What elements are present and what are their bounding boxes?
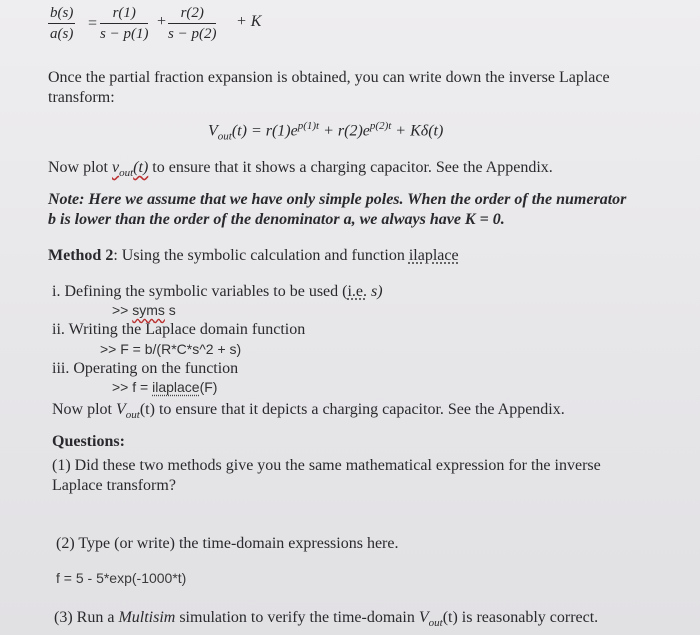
exponent: p(1)t bbox=[297, 120, 320, 132]
text-run: Now plot bbox=[48, 159, 112, 176]
text-run: Now plot bbox=[52, 401, 116, 418]
command-prefix: >> f = bbox=[112, 379, 153, 395]
fraction-term-1 bbox=[100, 4, 148, 43]
fraction-denominator: s − p(1) bbox=[100, 26, 149, 42]
syms-keyword: syms bbox=[132, 302, 165, 318]
vout-variable bbox=[112, 159, 149, 180]
text-run: s) bbox=[367, 283, 383, 300]
method-2-heading bbox=[48, 246, 459, 266]
command-suffix: (F) bbox=[199, 379, 218, 395]
fraction-b-over-a bbox=[48, 4, 75, 43]
step-iii: iii. Operating on the function bbox=[52, 360, 239, 377]
answer-expression: f = 5 - 5*exp(-1000*t) bbox=[56, 570, 187, 586]
vout-args: (t) bbox=[133, 159, 149, 176]
text-run: simulation to verify the time-domain bbox=[175, 609, 419, 626]
multisim-tool: Multisim bbox=[118, 609, 176, 626]
equation-part: + Kδ(t) bbox=[391, 122, 444, 140]
question-3 bbox=[54, 608, 598, 633]
note-line: Note: Here we assume that we have only simple poles. When the order of the numerator bbox=[48, 191, 627, 208]
fraction-denominator: a(s) bbox=[50, 26, 74, 42]
fraction-numerator: r(1) bbox=[100, 4, 148, 24]
now-plot-instruction-1 bbox=[48, 158, 553, 183]
vout-subscript: out bbox=[119, 167, 134, 180]
command-define-f: >> F = b/(R*C*s^2 + s) bbox=[100, 341, 242, 357]
question-1-line: Laplace transform? bbox=[52, 477, 176, 494]
command-ilaplace bbox=[112, 379, 217, 395]
text-run: (t) to ensure that it depicts a charging capacitor. See the Appendix. bbox=[139, 401, 565, 418]
vout-subscript: out bbox=[428, 617, 443, 630]
vout-v: v bbox=[112, 159, 120, 176]
equation-part: (t) = r(1)e bbox=[231, 122, 298, 140]
equals-sign: = bbox=[88, 15, 98, 32]
ilaplace-call: ilaplace bbox=[152, 379, 200, 395]
text-run: to ensure that it shows a charging capacitor. See the Appendix. bbox=[148, 159, 553, 176]
ilaplace-function: ilaplace bbox=[408, 247, 459, 264]
vout-subscript: out bbox=[125, 409, 140, 422]
command-arg: s bbox=[164, 302, 176, 318]
question-2: (2) Type (or write) the time-domain expressions here. bbox=[56, 535, 399, 552]
question-1-line: (1) Did these two methods give you the same mathematical expression for the inverse bbox=[52, 457, 601, 474]
vout-v: V bbox=[116, 401, 126, 418]
note-line: b is lower than the order of the denominator a, we always have K = 0. bbox=[48, 211, 505, 228]
plus-k-term: + K bbox=[236, 13, 262, 30]
vout-subscript: out bbox=[217, 130, 232, 143]
prompt: >> bbox=[112, 302, 133, 318]
text-run: (t) is reasonably correct. bbox=[442, 609, 599, 626]
fraction-denominator: s − p(2) bbox=[168, 26, 217, 42]
text-run: : Using the symbolic calculation and function bbox=[113, 247, 409, 264]
step-ii: ii. Writing the Laplace domain function bbox=[52, 321, 306, 338]
text-run: i. Defining the symbolic variables to be used ( bbox=[52, 283, 348, 300]
step-i bbox=[52, 282, 383, 302]
now-plot-instruction-2 bbox=[52, 400, 565, 425]
vout-v: V bbox=[418, 609, 429, 626]
equation-part: + r(2)e bbox=[319, 122, 370, 140]
ie-abbrev: i.e. bbox=[347, 283, 368, 300]
vout-symbol: V bbox=[208, 122, 218, 140]
paragraph-line: transform: bbox=[48, 89, 115, 106]
exponent: p(2)t bbox=[369, 120, 392, 132]
text-run: (3) Run a bbox=[54, 609, 119, 626]
inverse-laplace-equation bbox=[208, 120, 443, 143]
paragraph-line: Once the partial fraction expansion is obtained, you can write down the inverse Laplace bbox=[48, 69, 610, 86]
fraction-term-2 bbox=[168, 4, 216, 43]
fraction-numerator: r(2) bbox=[168, 4, 216, 24]
fraction-numerator: b(s) bbox=[48, 4, 75, 24]
questions-heading: Questions: bbox=[52, 433, 125, 450]
command-syms bbox=[112, 302, 176, 318]
plus-sign: + bbox=[157, 13, 167, 30]
method-label: Method 2 bbox=[48, 247, 114, 264]
